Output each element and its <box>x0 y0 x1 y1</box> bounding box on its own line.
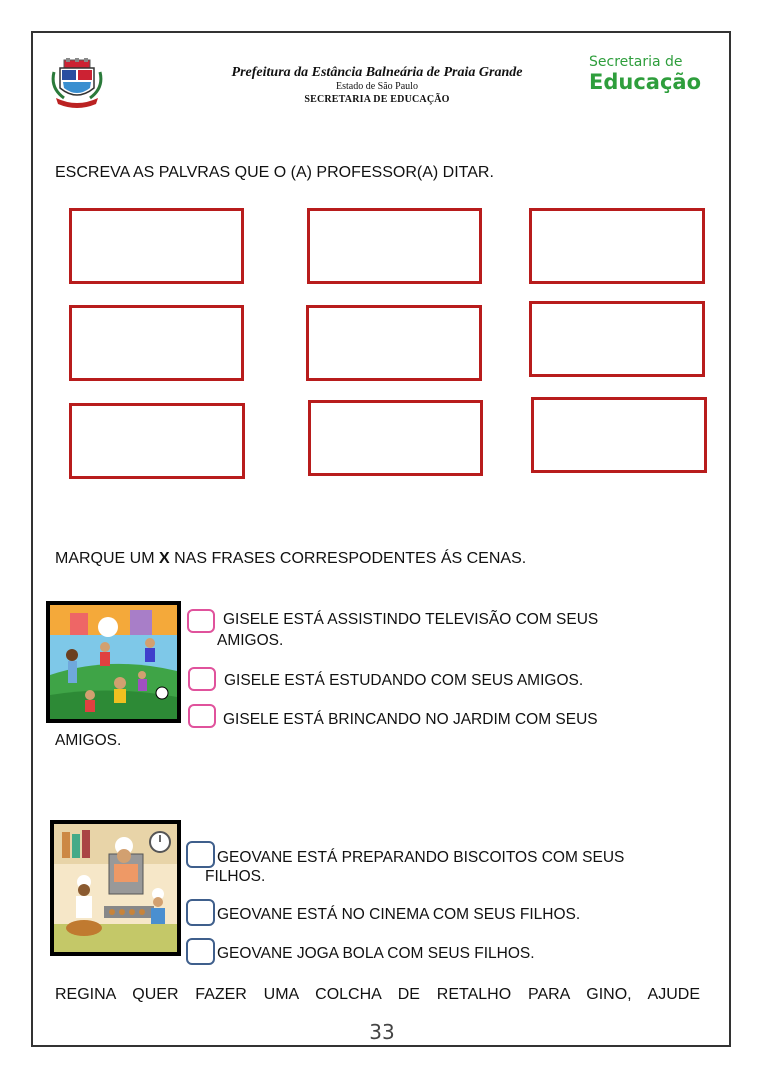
exercise3-text: REGINA QUER FAZER UMA COLCHA DE RETALHO PARA GINO, AJUDE <box>55 986 700 1003</box>
checkbox-scene2-option3[interactable] <box>186 938 215 965</box>
scene2-option2-line1: GEOVANE ESTÁ NO CINEMA COM SEUS FILHOS. <box>217 906 581 923</box>
scene1-option1-line1: GISELE ESTÁ ASSISTINDO TELEVISÃO COM SEUS <box>223 611 599 628</box>
logo-line2: Educação <box>589 70 701 94</box>
answer-box-2[interactable] <box>307 208 482 284</box>
scene1-option3-line1: GISELE ESTÁ BRINCANDO NO JARDIM COM SEUS <box>223 711 598 728</box>
logo-line1: Secretaria de <box>589 54 683 70</box>
checkbox-scene1-option2[interactable] <box>188 667 216 691</box>
instruction-text-after: NAS FRASES CORRESPODENTES ÁS CENAS. <box>169 550 527 567</box>
city-crest-logo <box>50 58 104 108</box>
checkbox-scene1-option3[interactable] <box>188 704 216 728</box>
page-number: 33 <box>369 1020 395 1044</box>
instruction-x-mark: X <box>159 550 170 567</box>
scene1-children-playing-image <box>46 601 181 723</box>
scene2-option1-line1: GEOVANE ESTÁ PREPARANDO BISCOITOS COM SEUS <box>217 849 625 866</box>
answer-box-6[interactable] <box>529 301 705 377</box>
exercise2-instruction <box>55 550 526 568</box>
scene1-option3-line2: AMIGOS. <box>55 732 122 749</box>
scene2-option3-line1: GEOVANE JOGA BOLA COM SEUS FILHOS. <box>217 945 535 962</box>
answer-box-3[interactable] <box>529 208 705 284</box>
header-department: SECRETARIA DE EDUCAÇÃO <box>304 94 450 105</box>
scene1-option2-line1: GISELE ESTÁ ESTUDANDO COM SEUS AMIGOS. <box>224 672 584 689</box>
exercise1-instruction: ESCREVA AS PALVRAS QUE O (A) PROFESSOR(A) DITAR. <box>55 164 494 181</box>
answer-box-5[interactable] <box>306 305 482 381</box>
header-state: Estado de São Paulo <box>336 81 418 92</box>
answer-box-8[interactable] <box>308 400 483 476</box>
header-block <box>170 64 584 107</box>
scene2-option1-line2: FILHOS. <box>205 868 266 885</box>
scene2-baking-image <box>50 820 181 956</box>
answer-box-1[interactable] <box>69 208 244 284</box>
scene1-option1-line2: AMIGOS. <box>217 632 284 649</box>
checkbox-scene2-option2[interactable] <box>186 899 215 926</box>
checkbox-scene2-option1[interactable] <box>186 841 215 868</box>
instruction-text-before: MARQUE UM <box>55 550 159 567</box>
secretaria-educacao-logo <box>589 54 699 94</box>
header-title: Prefeitura da Estância Balneária de Praia Grande <box>231 65 523 80</box>
answer-box-7[interactable] <box>69 403 245 479</box>
checkbox-scene1-option1[interactable] <box>187 609 215 633</box>
answer-box-4[interactable] <box>69 305 244 381</box>
answer-box-9[interactable] <box>531 397 707 473</box>
